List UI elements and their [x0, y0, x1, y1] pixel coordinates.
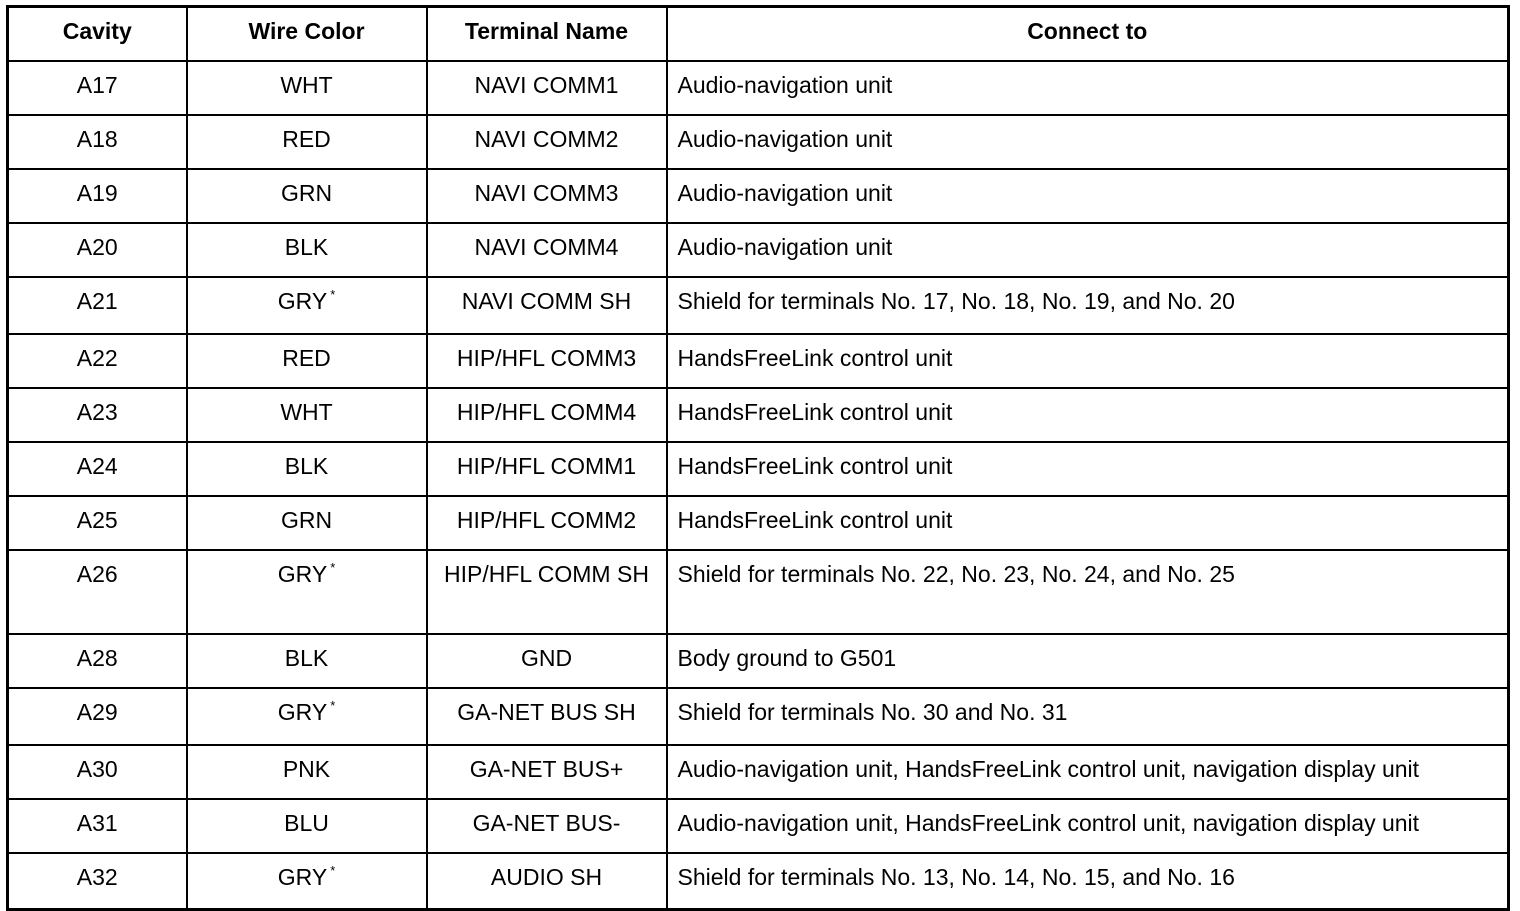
cell-connect-to-text: HandsFreeLink control unit	[677, 506, 953, 533]
cell-connect-to-text: HandsFreeLink control unit	[677, 344, 953, 371]
cell-terminal-name	[427, 745, 667, 799]
cell-connect-to-text: Audio-navigation unit, HandsFreeLink control unit, navigation display unit	[677, 755, 1420, 782]
cell-wire-color	[187, 334, 427, 388]
cell-cavity	[8, 115, 187, 169]
table-row	[8, 388, 1509, 442]
cell-terminal-name-text: AUDIO SH	[490, 863, 603, 890]
cell-cavity	[8, 61, 187, 115]
cell-terminal-name	[427, 334, 667, 388]
cell-terminal-name	[427, 853, 667, 910]
cell-connect-to	[667, 61, 1509, 115]
cell-terminal-name-text: HIP/HFL COMM SH	[444, 560, 649, 587]
cell-wire-color-text: RED	[282, 125, 331, 152]
wire-color-footnote-mark: *	[330, 286, 336, 302]
cell-cavity	[8, 799, 187, 853]
cell-terminal-name-text: HIP/HFL COMM2	[456, 506, 637, 533]
cell-wire-color	[187, 550, 427, 634]
cell-terminal-name-text: GND	[520, 644, 573, 671]
cell-terminal-name-text: NAVI COMM4	[474, 233, 619, 260]
cell-connect-to-text: Audio-navigation unit	[677, 233, 893, 260]
wire-color-footnote-mark: *	[330, 559, 336, 575]
cell-terminal-name	[427, 61, 667, 115]
wire-color-footnote-mark: *	[330, 697, 336, 713]
table-row	[8, 169, 1509, 223]
cell-wire-color-text: BLK	[284, 233, 329, 260]
cell-terminal-name	[427, 169, 667, 223]
header-connect-to: Connect to	[667, 7, 1509, 61]
cell-cavity-text: A22	[76, 344, 118, 371]
table-header-row	[8, 7, 1509, 61]
table-row	[8, 277, 1509, 334]
cell-terminal-name-text: NAVI COMM3	[474, 179, 619, 206]
cell-cavity-text: A28	[76, 644, 118, 671]
cell-connect-to-text: Shield for terminals No. 30 and No. 31	[677, 698, 1068, 725]
cell-wire-color	[187, 61, 427, 115]
table-row	[8, 634, 1509, 688]
cell-terminal-name-text: NAVI COMM2	[474, 125, 619, 152]
header-terminal-name: Terminal Name	[427, 7, 667, 61]
cell-cavity-text: A21	[76, 287, 118, 314]
cell-connect-to-text: Audio-navigation unit, HandsFreeLink control unit, navigation display unit	[677, 809, 1420, 836]
cell-cavity	[8, 277, 187, 334]
cell-terminal-name	[427, 688, 667, 745]
cell-cavity-text: A19	[76, 179, 118, 206]
cell-connect-to	[667, 745, 1509, 799]
cell-wire-color-text: BLK	[284, 452, 329, 479]
cell-wire-color	[187, 277, 427, 334]
table-row	[8, 853, 1509, 910]
cell-terminal-name-text: NAVI COMM1	[474, 71, 619, 98]
cell-terminal-name	[427, 223, 667, 277]
cell-cavity	[8, 688, 187, 745]
cell-wire-color	[187, 634, 427, 688]
cell-terminal-name-text: GA-NET BUS-	[472, 809, 621, 836]
cell-connect-to	[667, 169, 1509, 223]
cell-cavity-text: A26	[76, 560, 118, 587]
cell-terminal-name	[427, 442, 667, 496]
cell-terminal-name	[427, 277, 667, 334]
cell-wire-color	[187, 799, 427, 853]
cell-cavity-text: A29	[76, 698, 118, 725]
cell-wire-color-text: GRY	[277, 863, 328, 890]
cell-wire-color-text: RED	[282, 344, 331, 371]
cell-wire-color-text: GRN	[280, 179, 333, 206]
cell-connect-to	[667, 388, 1509, 442]
cell-cavity-text: A31	[76, 809, 118, 836]
cell-cavity-text: A30	[76, 755, 118, 782]
cell-terminal-name	[427, 634, 667, 688]
cell-wire-color	[187, 223, 427, 277]
cell-connect-to-text: Shield for terminals No. 22, No. 23, No. 24, and No. 25	[677, 560, 1235, 587]
cell-cavity	[8, 634, 187, 688]
cell-terminal-name-text: NAVI COMM SH	[461, 287, 632, 314]
table-row	[8, 745, 1509, 799]
cell-terminal-name	[427, 115, 667, 169]
connector-pinout-table	[6, 5, 1510, 911]
cell-wire-color	[187, 388, 427, 442]
cell-wire-color-text: BLU	[284, 809, 329, 836]
cell-wire-color-text: GRN	[280, 506, 333, 533]
table-row	[8, 334, 1509, 388]
cell-wire-color	[187, 853, 427, 910]
table-row	[8, 223, 1509, 277]
cell-connect-to	[667, 334, 1509, 388]
cell-cavity	[8, 223, 187, 277]
cell-terminal-name	[427, 799, 667, 853]
cell-wire-color	[187, 745, 427, 799]
cell-connect-to	[667, 442, 1509, 496]
cell-wire-color-text: GRY	[277, 698, 328, 725]
cell-wire-color-text: WHT	[280, 71, 333, 98]
cell-wire-color	[187, 688, 427, 745]
cell-terminal-name-text: HIP/HFL COMM4	[456, 398, 637, 425]
cell-connect-to-text: HandsFreeLink control unit	[677, 452, 953, 479]
cell-cavity	[8, 442, 187, 496]
cell-wire-color-text: GRY	[277, 287, 328, 314]
header-cavity: Cavity	[8, 7, 187, 61]
cell-connect-to	[667, 550, 1509, 634]
table-row	[8, 496, 1509, 550]
cell-connect-to	[667, 853, 1509, 910]
cell-cavity-text: A32	[76, 863, 118, 890]
cell-connect-to	[667, 223, 1509, 277]
cell-wire-color-text: PNK	[282, 755, 331, 782]
cell-cavity	[8, 169, 187, 223]
cell-connect-to-text: Body ground to G501	[677, 644, 897, 671]
cell-connect-to	[667, 277, 1509, 334]
table-row	[8, 550, 1509, 634]
cell-terminal-name-text: GA-NET BUS+	[469, 755, 624, 782]
cell-connect-to	[667, 799, 1509, 853]
cell-connect-to-text: Audio-navigation unit	[677, 125, 893, 152]
table-body	[8, 61, 1509, 910]
cell-wire-color	[187, 115, 427, 169]
cell-terminal-name-text: HIP/HFL COMM1	[456, 452, 637, 479]
table-row	[8, 799, 1509, 853]
cell-connect-to-text: Audio-navigation unit	[677, 71, 893, 98]
cell-connect-to	[667, 496, 1509, 550]
table-row	[8, 442, 1509, 496]
cell-terminal-name	[427, 496, 667, 550]
wire-color-footnote-mark: *	[330, 862, 336, 878]
cell-cavity-text: A24	[76, 452, 118, 479]
cell-connect-to	[667, 634, 1509, 688]
cell-terminal-name	[427, 388, 667, 442]
cell-connect-to-text: Shield for terminals No. 17, No. 18, No. 19, and No. 20	[677, 287, 1235, 314]
cell-cavity-text: A23	[76, 398, 118, 425]
cell-connect-to	[667, 688, 1509, 745]
cell-cavity-text: A20	[76, 233, 118, 260]
cell-cavity-text: A25	[76, 506, 118, 533]
cell-connect-to-text: Shield for terminals No. 13, No. 14, No. 15, and No. 16	[677, 863, 1235, 890]
header-wire-color: Wire Color	[187, 7, 427, 61]
cell-wire-color	[187, 496, 427, 550]
table-row	[8, 115, 1509, 169]
cell-cavity	[8, 388, 187, 442]
cell-cavity-text: A18	[76, 125, 118, 152]
cell-terminal-name-text: GA-NET BUS SH	[457, 698, 636, 725]
table-row	[8, 688, 1509, 745]
cell-cavity	[8, 745, 187, 799]
cell-wire-color-text: WHT	[280, 398, 333, 425]
cell-connect-to-text: HandsFreeLink control unit	[677, 398, 953, 425]
cell-cavity-text: A17	[76, 71, 118, 98]
cell-terminal-name	[427, 550, 667, 634]
table-row	[8, 61, 1509, 115]
cell-cavity	[8, 550, 187, 634]
cell-wire-color	[187, 169, 427, 223]
cell-connect-to	[667, 115, 1509, 169]
cell-connect-to-text: Audio-navigation unit	[677, 179, 893, 206]
cell-wire-color-text: GRY	[277, 560, 328, 587]
cell-terminal-name-text: HIP/HFL COMM3	[456, 344, 637, 371]
cell-cavity	[8, 334, 187, 388]
cell-wire-color-text: BLK	[284, 644, 329, 671]
cell-wire-color	[187, 442, 427, 496]
cell-cavity	[8, 853, 187, 910]
cell-cavity	[8, 496, 187, 550]
